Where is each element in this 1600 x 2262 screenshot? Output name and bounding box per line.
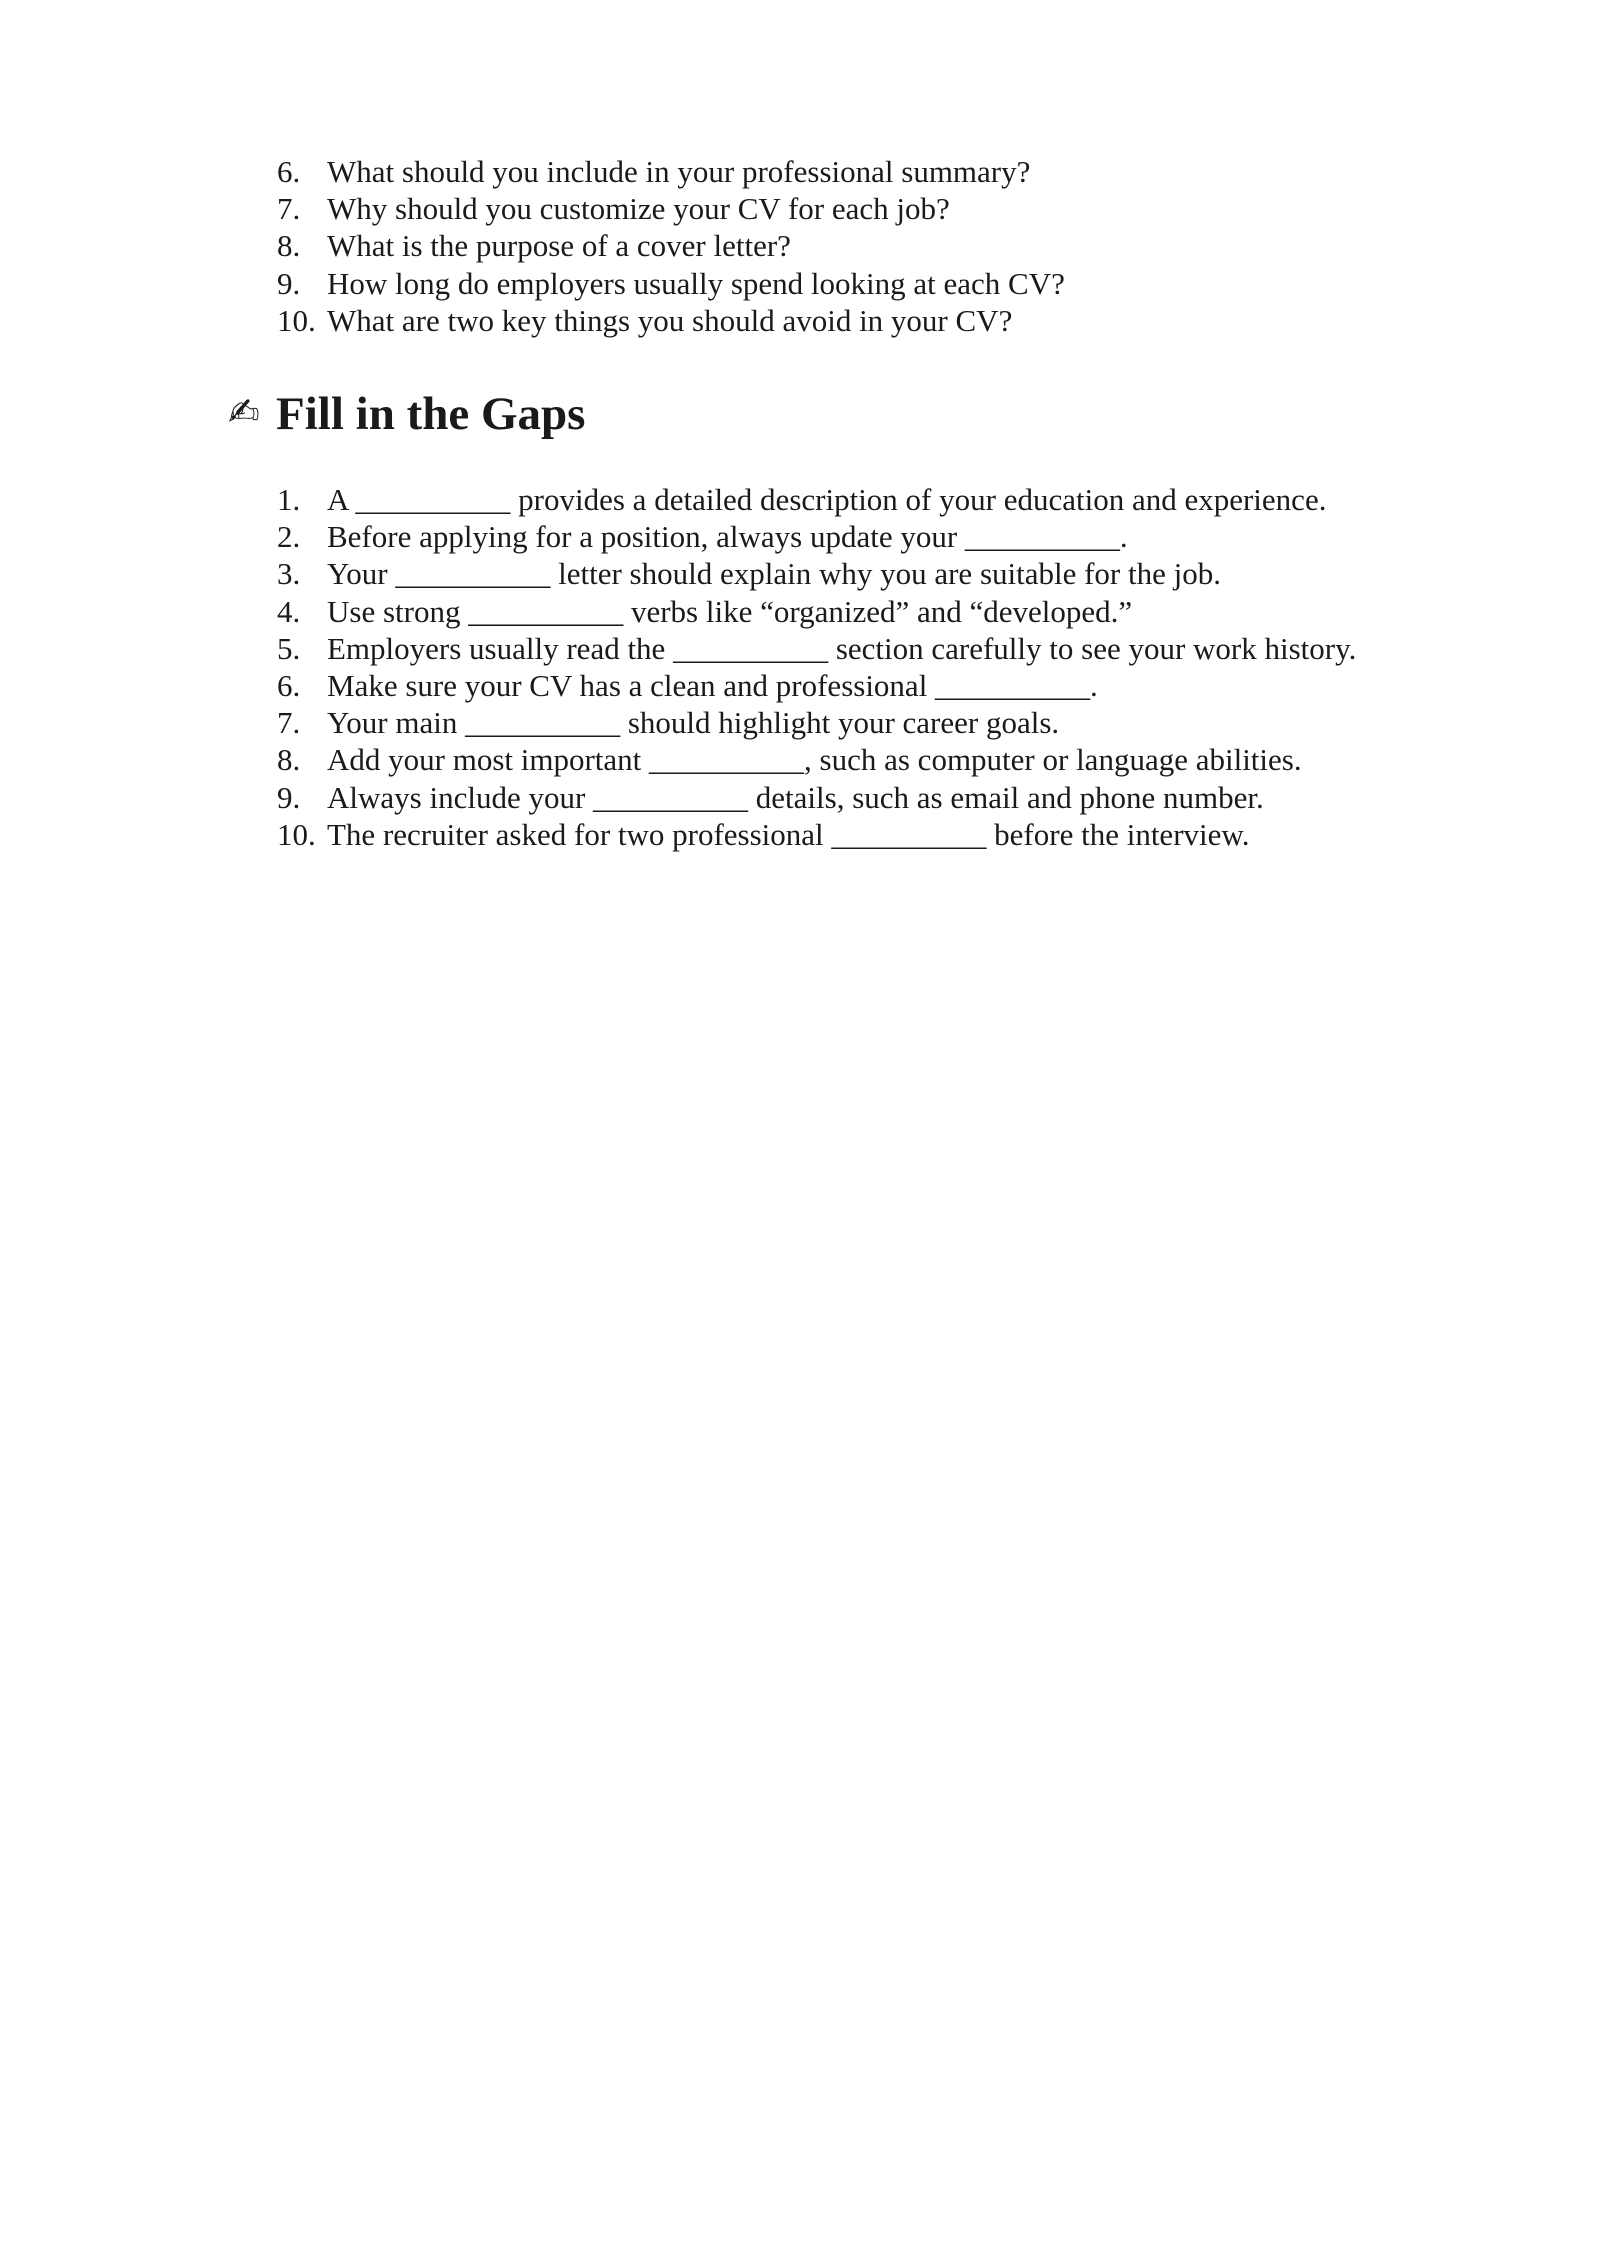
list-item: [277, 667, 1437, 704]
item-text: A __________ provides a detailed description of your education and experience.: [327, 482, 1327, 517]
list-item: [277, 555, 1437, 592]
list-item: [277, 593, 1437, 630]
item-number: 5.: [277, 630, 301, 666]
item-number: 1.: [277, 482, 301, 517]
item-text: Why should you customize your CV for each job?: [327, 191, 950, 227]
list-item: [277, 779, 1437, 816]
item-number: 2.: [277, 519, 301, 555]
item-text: Your __________ letter should explain why you are suitable for the job.: [327, 556, 1221, 592]
item-number: 4.: [277, 593, 301, 629]
list-item: [277, 265, 1437, 302]
item-number: 7.: [277, 705, 301, 741]
item-number: 10.: [277, 816, 316, 852]
item-number: 10.: [277, 302, 316, 338]
item-number: 8.: [277, 742, 301, 778]
item-number: 9.: [277, 265, 301, 301]
item-text: Make sure your CV has a clean and professional __________.: [327, 668, 1098, 704]
item-number: 6.: [277, 668, 301, 704]
item-text: Your main __________ should highlight your career goals.: [327, 705, 1060, 741]
item-text: What are two key things you should avoid in your CV?: [327, 302, 1013, 338]
item-text: Add your most important __________, such as computer or language abilities.: [327, 742, 1302, 778]
comprehension-question-list: [277, 153, 1437, 339]
list-item: [277, 227, 1437, 264]
item-text: What is the purpose of a cover letter?: [327, 228, 791, 264]
item-text: What should you include in your professional summary?: [327, 154, 1031, 189]
list-item: [277, 190, 1437, 227]
list-item: [277, 816, 1437, 853]
item-number: 6.: [277, 154, 301, 189]
item-text: Use strong __________ verbs like “organized” and “developed.”: [327, 593, 1133, 629]
item-text: The recruiter asked for two professional __________ before the interview.: [327, 816, 1250, 852]
list-item: [277, 518, 1437, 555]
section-heading: [228, 380, 585, 446]
item-number: 8.: [277, 228, 301, 264]
item-text: Before applying for a position, always update your __________.: [327, 519, 1128, 555]
item-text: Employers usually read the __________ section carefully to see your work history.: [327, 630, 1357, 666]
item-number: 7.: [277, 191, 301, 227]
list-item: [277, 704, 1437, 741]
section-title: Fill in the Gaps: [276, 388, 586, 440]
list-item: [277, 153, 1437, 190]
item-number: 9.: [277, 779, 301, 815]
list-item: [277, 481, 1437, 518]
item-number: 3.: [277, 556, 301, 592]
fill-in-gaps-list: [277, 481, 1437, 853]
list-item: [277, 302, 1437, 339]
item-text: Always include your __________ details, such as email and phone number.: [327, 779, 1264, 815]
list-item: [277, 741, 1437, 778]
pencil-writing-icon: ✍: [228, 390, 260, 434]
list-item: [277, 630, 1437, 667]
item-text: How long do employers usually spend looking at each CV?: [327, 265, 1065, 301]
